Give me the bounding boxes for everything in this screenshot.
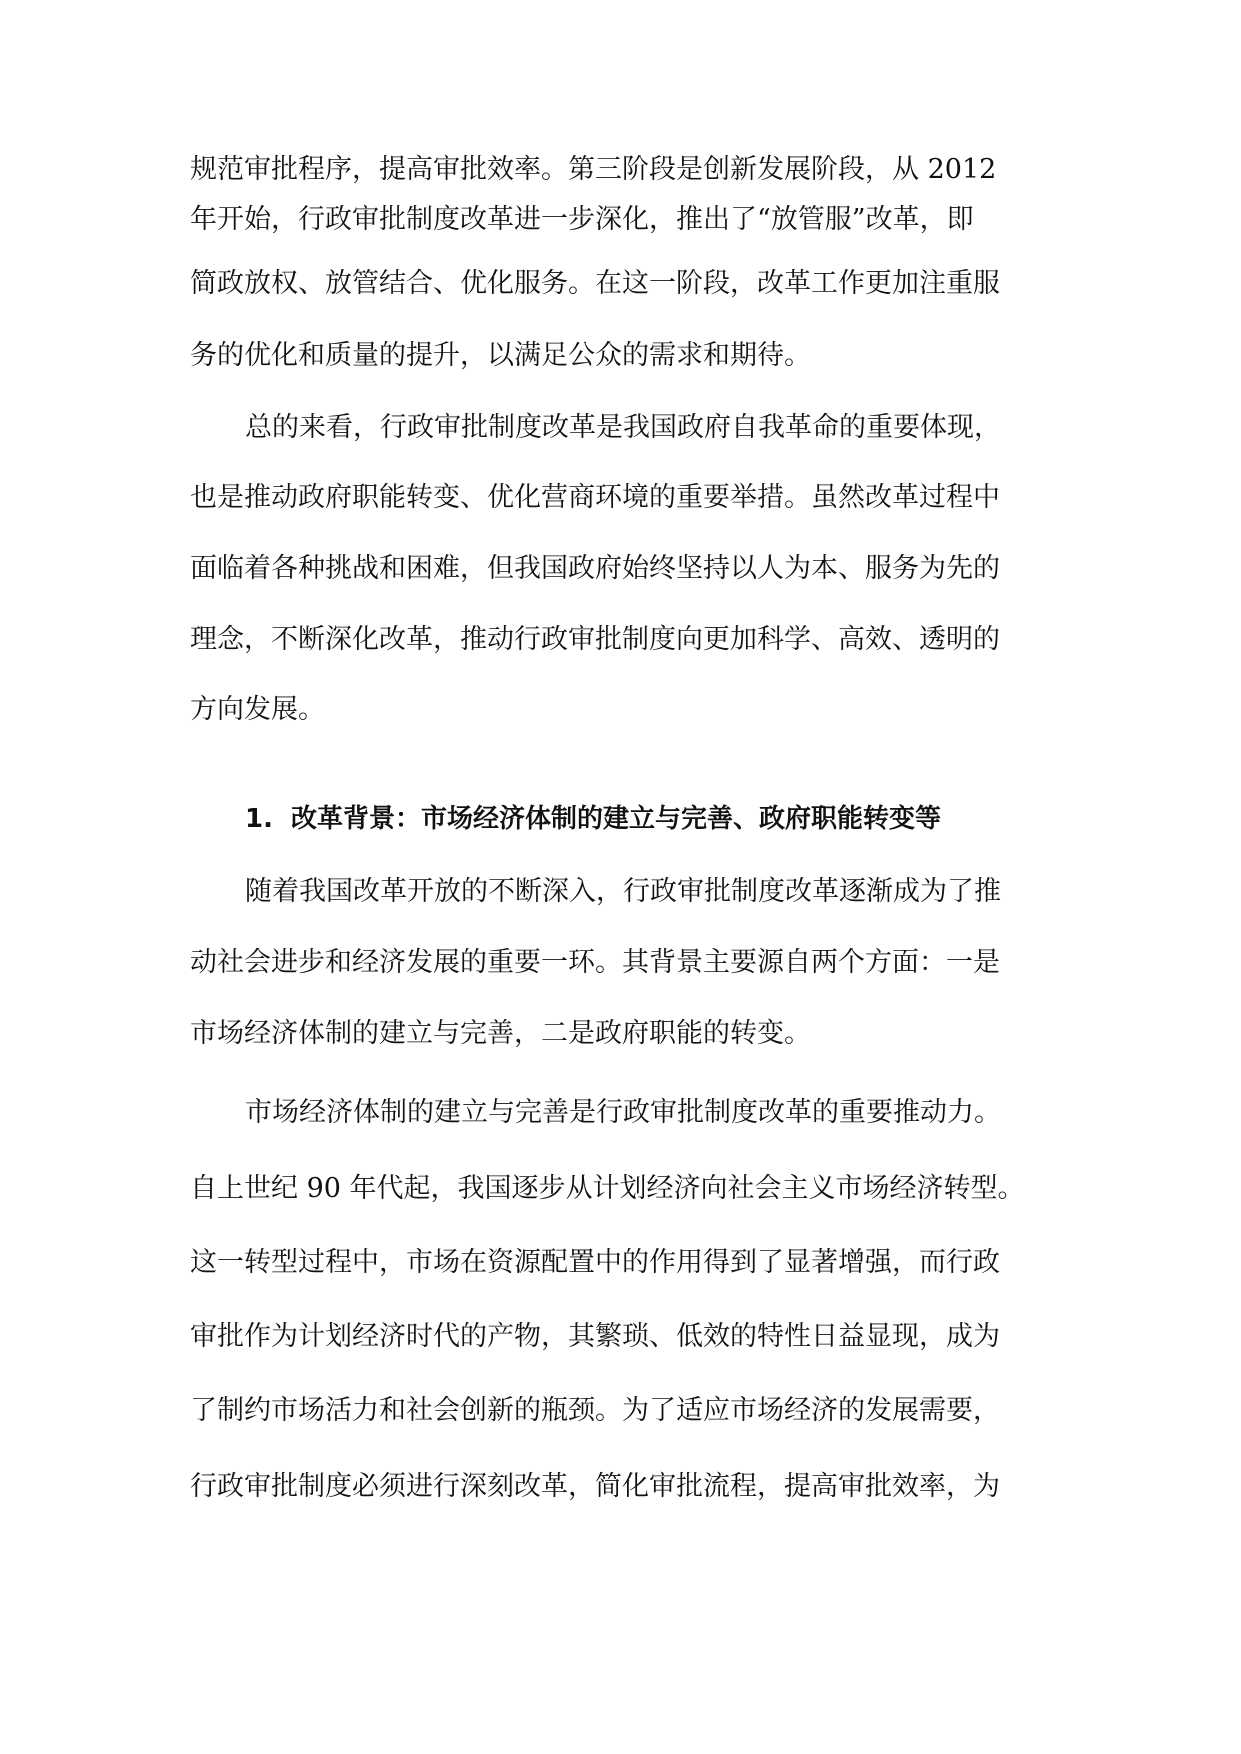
paragraph-3-line-2: 动社会进步和经济发展的重要一环。其背景主要源自两个方面：一是	[190, 947, 1000, 978]
paragraph-4-line-1: 市场经济体制的建立与完善是行政审批制度改革的重要推动力。	[245, 1097, 1001, 1128]
paragraph-4-line-5: 了制约市场活力和社会创新的瓶颈。为了适应市场经济的发展需要，	[190, 1395, 1000, 1426]
paragraph-4-line-4: 审批作为计划经济时代的产物，其繁琐、低效的特性日益显现，成为	[190, 1321, 1000, 1352]
section-heading-number: 1.	[245, 804, 273, 834]
paragraph-2-line-4: 理念，不断深化改革，推动行政审批制度向更加科学、高效、透明的	[190, 624, 1000, 655]
paragraph-3-line-3: 市场经济体制的建立与完善，二是政府职能的转变。	[190, 1018, 811, 1049]
paragraph-2-line-2: 也是推动政府职能转变、优化营商环境的重要举措。虽然改革过程中	[190, 482, 1000, 513]
paragraph-1-line-2: 年开始，行政审批制度改革进一步深化，推出了“放管服”改革，即	[190, 204, 974, 235]
paragraph-1-line-1: 规范审批程序，提高审批效率。第三阶段是创新发展阶段，从 2012	[190, 154, 997, 185]
paragraph-1-line-4: 务的优化和质量的提升，以满足公众的需求和期待。	[190, 340, 811, 371]
section-heading-text: 改革背景：市场经济体制的建立与完善、政府职能转变等	[291, 804, 942, 834]
paragraph-4-line-6: 行政审批制度必须进行深刻改革，简化审批流程，提高审批效率，为	[190, 1471, 1000, 1502]
section-heading	[245, 799, 1050, 839]
paragraph-2-line-3: 面临着各种挑战和困难，但我国政府始终坚持以人为本、服务为先的	[190, 553, 1000, 584]
paragraph-4-line-2: 自上世纪 90 年代起，我国逐步从计划经济向社会主义市场经济转型。	[190, 1173, 1025, 1204]
paragraph-2-line-5: 方向发展。	[190, 694, 325, 725]
paragraph-1-line-3: 简政放权、放管结合、优化服务。在这一阶段，改革工作更加注重服	[190, 268, 1000, 299]
paragraph-4-line-3: 这一转型过程中，市场在资源配置中的作用得到了显著增强，而行政	[190, 1247, 1000, 1278]
paragraph-3-line-1: 随着我国改革开放的不断深入，行政审批制度改革逐渐成为了推	[245, 876, 1001, 907]
paragraph-2-line-1: 总的来看，行政审批制度改革是我国政府自我革命的重要体现，	[245, 412, 1001, 443]
